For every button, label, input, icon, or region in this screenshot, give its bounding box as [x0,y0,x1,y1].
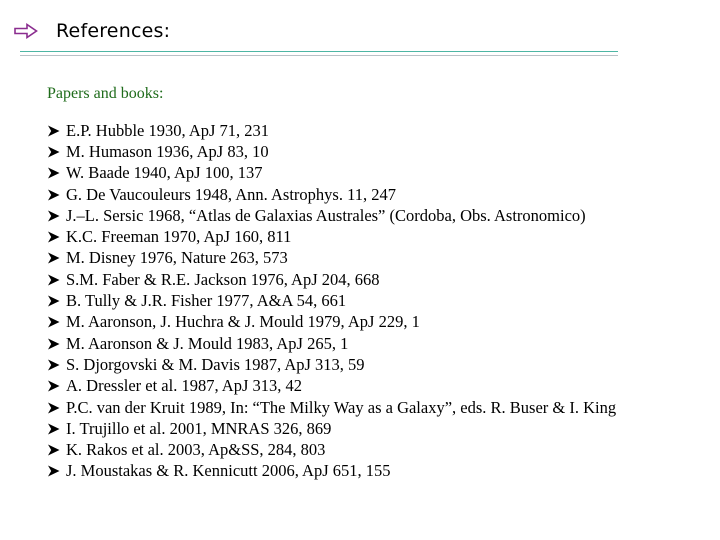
outline-right-arrow-icon [14,23,38,39]
arrowhead-bullet-icon [47,231,60,243]
reference-item [47,376,616,397]
reference-text: G. De Vaucouleurs 1948, Ann. Astrophys. 11, 247 [66,184,396,204]
reference-text: E.P. Hubble 1930, ApJ 71, 231 [66,120,270,140]
reference-item [47,163,616,184]
title-divider-green [20,51,618,52]
reference-text: M. Aaronson, J. Huchra & J. Mould 1979, ApJ 229, 1 [66,312,420,332]
arrowhead-bullet-icon [47,252,60,264]
reference-text: B. Tully & J.R. Fisher 1977, A&A 54, 661 [66,291,347,311]
reference-text: S. Djorgovski & M. Davis 1987, ApJ 313, 59 [66,354,365,374]
arrowhead-bullet-icon [47,274,60,286]
reference-text: K.C. Freeman 1970, ApJ 160, 811 [66,227,292,247]
arrowhead-bullet-icon [47,295,60,307]
reference-item [47,205,616,226]
arrowhead-bullet-icon [47,167,60,179]
arrowhead-bullet-icon [47,402,60,414]
title-divider-gray [20,55,618,56]
reference-text: K. Rakos et al. 2003, Ap&SS, 284, 803 [66,440,326,460]
arrowhead-bullet-icon [47,210,60,222]
page-title: References: [56,20,171,42]
reference-text: M. Disney 1976, Nature 263, 573 [66,248,288,268]
reference-text: M. Aaronson & J. Mould 1983, ApJ 265, 1 [66,333,349,353]
reference-item [47,333,616,354]
reference-text: J. Moustakas & R. Kennicutt 2006, ApJ 651, 155 [66,461,391,481]
reference-item [47,354,616,375]
arrowhead-bullet-icon [47,423,60,435]
reference-item [47,120,616,141]
reference-text: J.–L. Sersic 1968, “Atlas de Galaxias Australes” (Cordoba, Obs. Astronomico) [66,205,586,225]
reference-item [47,418,616,439]
reference-item [47,226,616,247]
reference-list [47,120,616,482]
arrowhead-bullet-icon [47,380,60,392]
arrowhead-bullet-icon [47,125,60,137]
reference-item [47,290,616,311]
arrowhead-bullet-icon [47,146,60,158]
arrowhead-bullet-icon [47,465,60,477]
reference-text: S.M. Faber & R.E. Jackson 1976, ApJ 204, 668 [66,269,380,289]
arrowhead-bullet-icon [47,189,60,201]
reference-item [47,397,616,418]
arrowhead-bullet-icon [47,359,60,371]
reference-item [47,269,616,290]
reference-item [47,312,616,333]
reference-text: W. Baade 1940, ApJ 100, 137 [66,163,263,183]
reference-item [47,461,616,482]
reference-text: P.C. van der Kruit 1989, In: “The Milky Way as a Galaxy”, eds. R. Buser & I. King [66,397,617,417]
reference-text: I. Trujillo et al. 2001, MNRAS 326, 869 [66,418,332,438]
section-subheading: Papers and books: [47,85,164,102]
arrowhead-bullet-icon [47,444,60,456]
reference-item [47,184,616,205]
reference-item [47,439,616,460]
arrowhead-bullet-icon [47,316,60,328]
reference-text: A. Dressler et al. 1987, ApJ 313, 42 [66,376,303,396]
slide-title [14,20,170,42]
reference-item [47,248,616,269]
reference-item [47,141,616,162]
reference-text: M. Humason 1936, ApJ 83, 10 [66,141,269,161]
arrowhead-bullet-icon [47,338,60,350]
